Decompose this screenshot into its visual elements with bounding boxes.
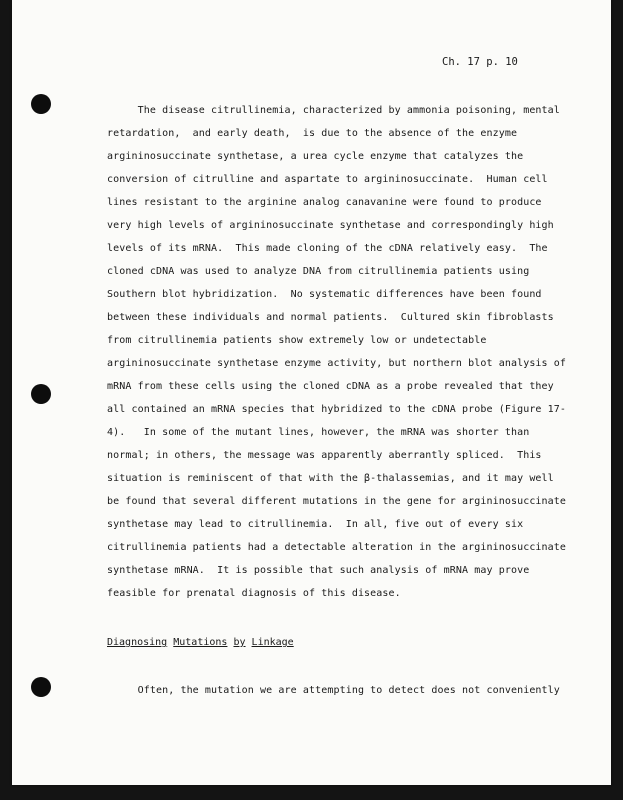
text-line: very high levels of argininosuccinate synthetase and correspondingly high — [107, 220, 554, 231]
text-line: lines resistant to the arginine analog canavanine were found to produce — [107, 197, 542, 208]
binder-hole-bottom — [31, 677, 51, 697]
heading-word: Mutations — [173, 637, 228, 648]
text-line: cloned cDNA was used to analyze DNA from citrullinemia patients using — [107, 266, 530, 277]
text-line: normal; in others, the message was apparently aberrantly spliced. This — [107, 450, 542, 461]
binder-hole-middle — [31, 384, 51, 404]
text-line: be found that several different mutations in the gene for argininosuccinate — [107, 496, 567, 507]
text-line: conversion of citrulline and aspartate to argininosuccinate. Human cell — [107, 174, 548, 185]
text-line: synthetase may lead to citrullinemia. In all, five out of every six — [107, 519, 524, 530]
page-number-header: Ch. 17 p. 10 — [442, 56, 518, 68]
text-line: levels of its mRNA. This made cloning of the cDNA relatively easy. The — [107, 243, 548, 254]
heading-word: by — [233, 637, 246, 648]
text-line: Often, the mutation we are attempting to detect does not conveniently — [107, 685, 560, 696]
text-line: from citrullinemia patients show extremely low or undetectable — [107, 335, 487, 346]
binder-hole-top — [31, 94, 51, 114]
text-line: 4). In some of the mutant lines, however, the mRNA was shorter than — [107, 427, 530, 438]
text-line: between these individuals and normal patients. Cultured skin fibroblasts — [107, 312, 554, 323]
text-line: argininosuccinate synthetase, a urea cycle enzyme that catalyzes the — [107, 151, 524, 162]
heading-word: Diagnosing — [107, 637, 168, 648]
text-line: situation is reminiscent of that with the β-thalassemias, and it may well — [107, 473, 554, 484]
section-heading — [107, 637, 294, 648]
text-line: mRNA from these cells using the cloned cDNA as a probe revealed that they — [107, 381, 554, 392]
text-line: The disease citrullinemia, characterized by ammonia poisoning, mental — [107, 105, 560, 116]
text-line: retardation, and early death, is due to the absence of the enzyme — [107, 128, 518, 139]
text-line: argininosuccinate synthetase enzyme activity, but northern blot analysis of — [107, 358, 567, 369]
text-line: all contained an mRNA species that hybridized to the cDNA probe (Figure 17- — [107, 404, 567, 415]
manuscript-page — [12, 0, 611, 785]
text-line: synthetase mRNA. It is possible that such analysis of mRNA may prove — [107, 565, 530, 576]
text-line: citrullinemia patients had a detectable alteration in the argininosuccinate — [107, 542, 567, 553]
text-line: feasible for prenatal diagnosis of this disease. — [107, 588, 401, 599]
text-line: Southern blot hybridization. No systematic differences have been found — [107, 289, 542, 300]
heading-word: Linkage — [251, 637, 294, 648]
